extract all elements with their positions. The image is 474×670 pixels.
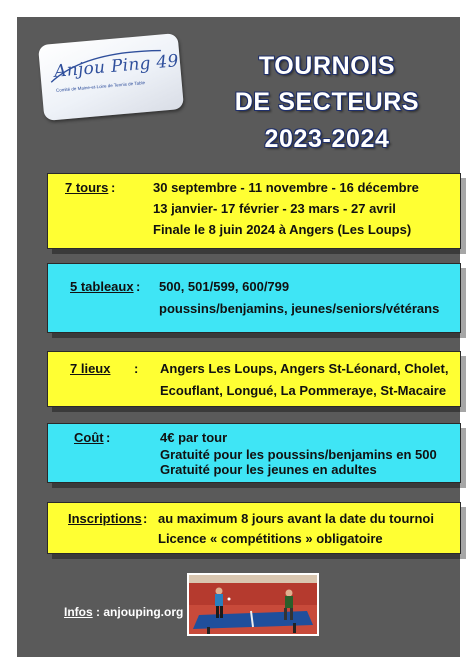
tours-box — [47, 173, 461, 249]
cout-box — [47, 423, 461, 483]
table-tennis-players-image — [189, 575, 317, 634]
logo-name: Anjou Ping 49 — [53, 51, 180, 82]
inscriptions-line-2: Licence « compétitions » obligatoire — [158, 531, 383, 546]
tableaux-line-2: poussins/benjamins, jeunes/seniors/vétérans — [159, 301, 440, 316]
cout-line-1: 4€ par tour — [160, 430, 228, 445]
tableaux-box — [47, 263, 461, 333]
logo-subtitle: Comité de Maine-et-Loire de Tennis de Table — [55, 80, 146, 93]
tours-line-1: 30 septembre - 11 novembre - 16 décembre — [153, 180, 419, 195]
tours-sep: : — [111, 180, 116, 195]
cout-label: Coût — [74, 430, 104, 445]
table-tennis-photo — [187, 573, 319, 636]
infos-sep: : — [96, 605, 101, 619]
tableaux-label: 5 tableaux — [70, 279, 134, 294]
tours-label: 7 tours — [65, 180, 109, 195]
title-line-1: TOURNOIS — [258, 52, 396, 80]
infos-link[interactable]: anjouping.org — [103, 605, 184, 619]
anjou-ping-logo — [38, 33, 184, 121]
inscriptions-sep: : — [143, 511, 148, 526]
cout-line-2: Gratuité pour les poussins/benjamins en 500 — [160, 447, 437, 462]
lieux-line-1: Angers Les Loups, Angers St-Léonard, Cholet, — [160, 361, 449, 376]
tableaux-sep: : — [136, 279, 141, 294]
inscriptions-line-1: au maximum 8 jours avant la date du tournoi — [158, 511, 434, 526]
title-line-2: DE SECTEURS — [234, 88, 420, 116]
infos-label: Infos — [64, 605, 93, 619]
poster — [17, 17, 460, 657]
tours-line-2: 13 janvier- 17 février - 23 mars - 27 avril — [153, 201, 396, 216]
tableaux-line-1: 500, 501/599, 600/799 — [159, 279, 290, 294]
lieux-line-2: Ecouflant, Longué, La Pommeraye, St-Macaire — [160, 383, 447, 398]
infos — [64, 605, 183, 619]
title-line-3: 2023-2024 — [264, 125, 390, 153]
inscriptions-box — [47, 502, 461, 554]
cout-line-3: Gratuité pour les jeunes en adultes — [160, 462, 377, 477]
tours-line-3: Finale le 8 juin 2024 à Angers (Les Loups) — [153, 222, 412, 237]
cout-sep: : — [106, 430, 111, 445]
inscriptions-label: Inscriptions — [68, 511, 142, 526]
lieux-label: 7 lieux — [70, 361, 111, 376]
lieux-box — [47, 351, 461, 407]
lieux-sep: : — [134, 361, 139, 376]
